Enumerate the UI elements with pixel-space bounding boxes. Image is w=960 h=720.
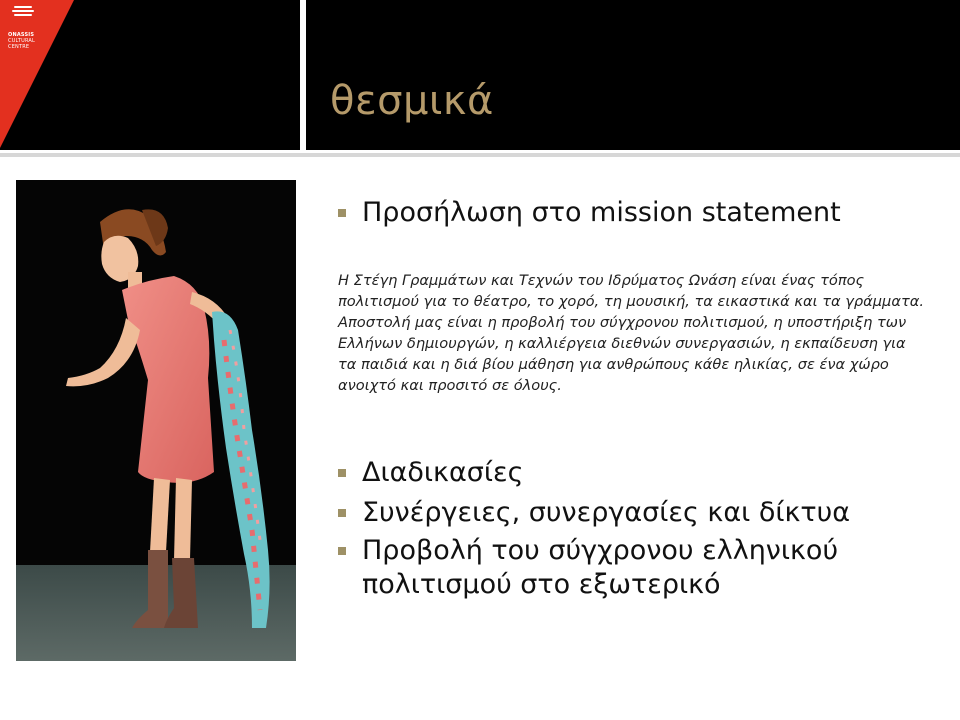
logo-wordmark (8, 32, 35, 50)
bullet-square-icon (338, 509, 346, 517)
logo-line-3: CENTRE (8, 44, 30, 50)
bullet-item-2 (338, 456, 523, 490)
bullet-text-multiline (362, 534, 838, 602)
bullet-text: Διαδικασίες (362, 457, 524, 488)
bullet-item-4 (338, 534, 838, 602)
onassis-logo-mark-icon (12, 6, 34, 22)
bullet-text: Συνέργειες, συνεργασίες και δίκτυα (362, 497, 851, 528)
bullet-text: Προσήλωση στο mission statement (362, 197, 841, 228)
header-divider (0, 153, 960, 157)
bullet-square-icon (338, 547, 346, 555)
bullet-item-1 (338, 196, 841, 230)
bullet-text-line-2: πολιτισμού στο εξωτερικό (362, 569, 721, 600)
header-title-panel (306, 0, 960, 150)
slide-title: θεσμικά (330, 78, 494, 124)
performer-illustration (16, 180, 296, 661)
onassis-logo (0, 0, 74, 148)
logo-line-2: CULTURAL (8, 38, 36, 44)
bullet-square-icon (338, 209, 346, 217)
mission-paragraph: Η Στέγη Γραμμάτων και Τεχνών του Ιδρύματος Ωνάση είναι ένας τόπος πολιτισμού για το θέατρο, το χορό, τη μουσική, τα εικαστικά και τα γράμματα. Αποστολή μας είναι η προβολή του σύγχρονου πολιτισμού, η υποστήριξη των Ελλήνων δημιουργών, η καλλιέργεια διεθνών συνεργασιών, η εκπαίδευση για τα παιδιά και η διά βίου μάθηση για ανθρώπους κάθε ηλικίας, σε ένα χώρο ανοιχτό και προσιτό σε όλους. (338, 272, 925, 394)
bullet-square-icon (338, 469, 346, 477)
bullet-text-line-1: Προβολή του σύγχρονου ελληνικού (362, 535, 839, 566)
logo-line-1: ONASSIS (8, 32, 35, 38)
header-left-panel (0, 0, 300, 150)
performer-photo (16, 180, 296, 661)
bullet-item-3 (338, 496, 850, 530)
